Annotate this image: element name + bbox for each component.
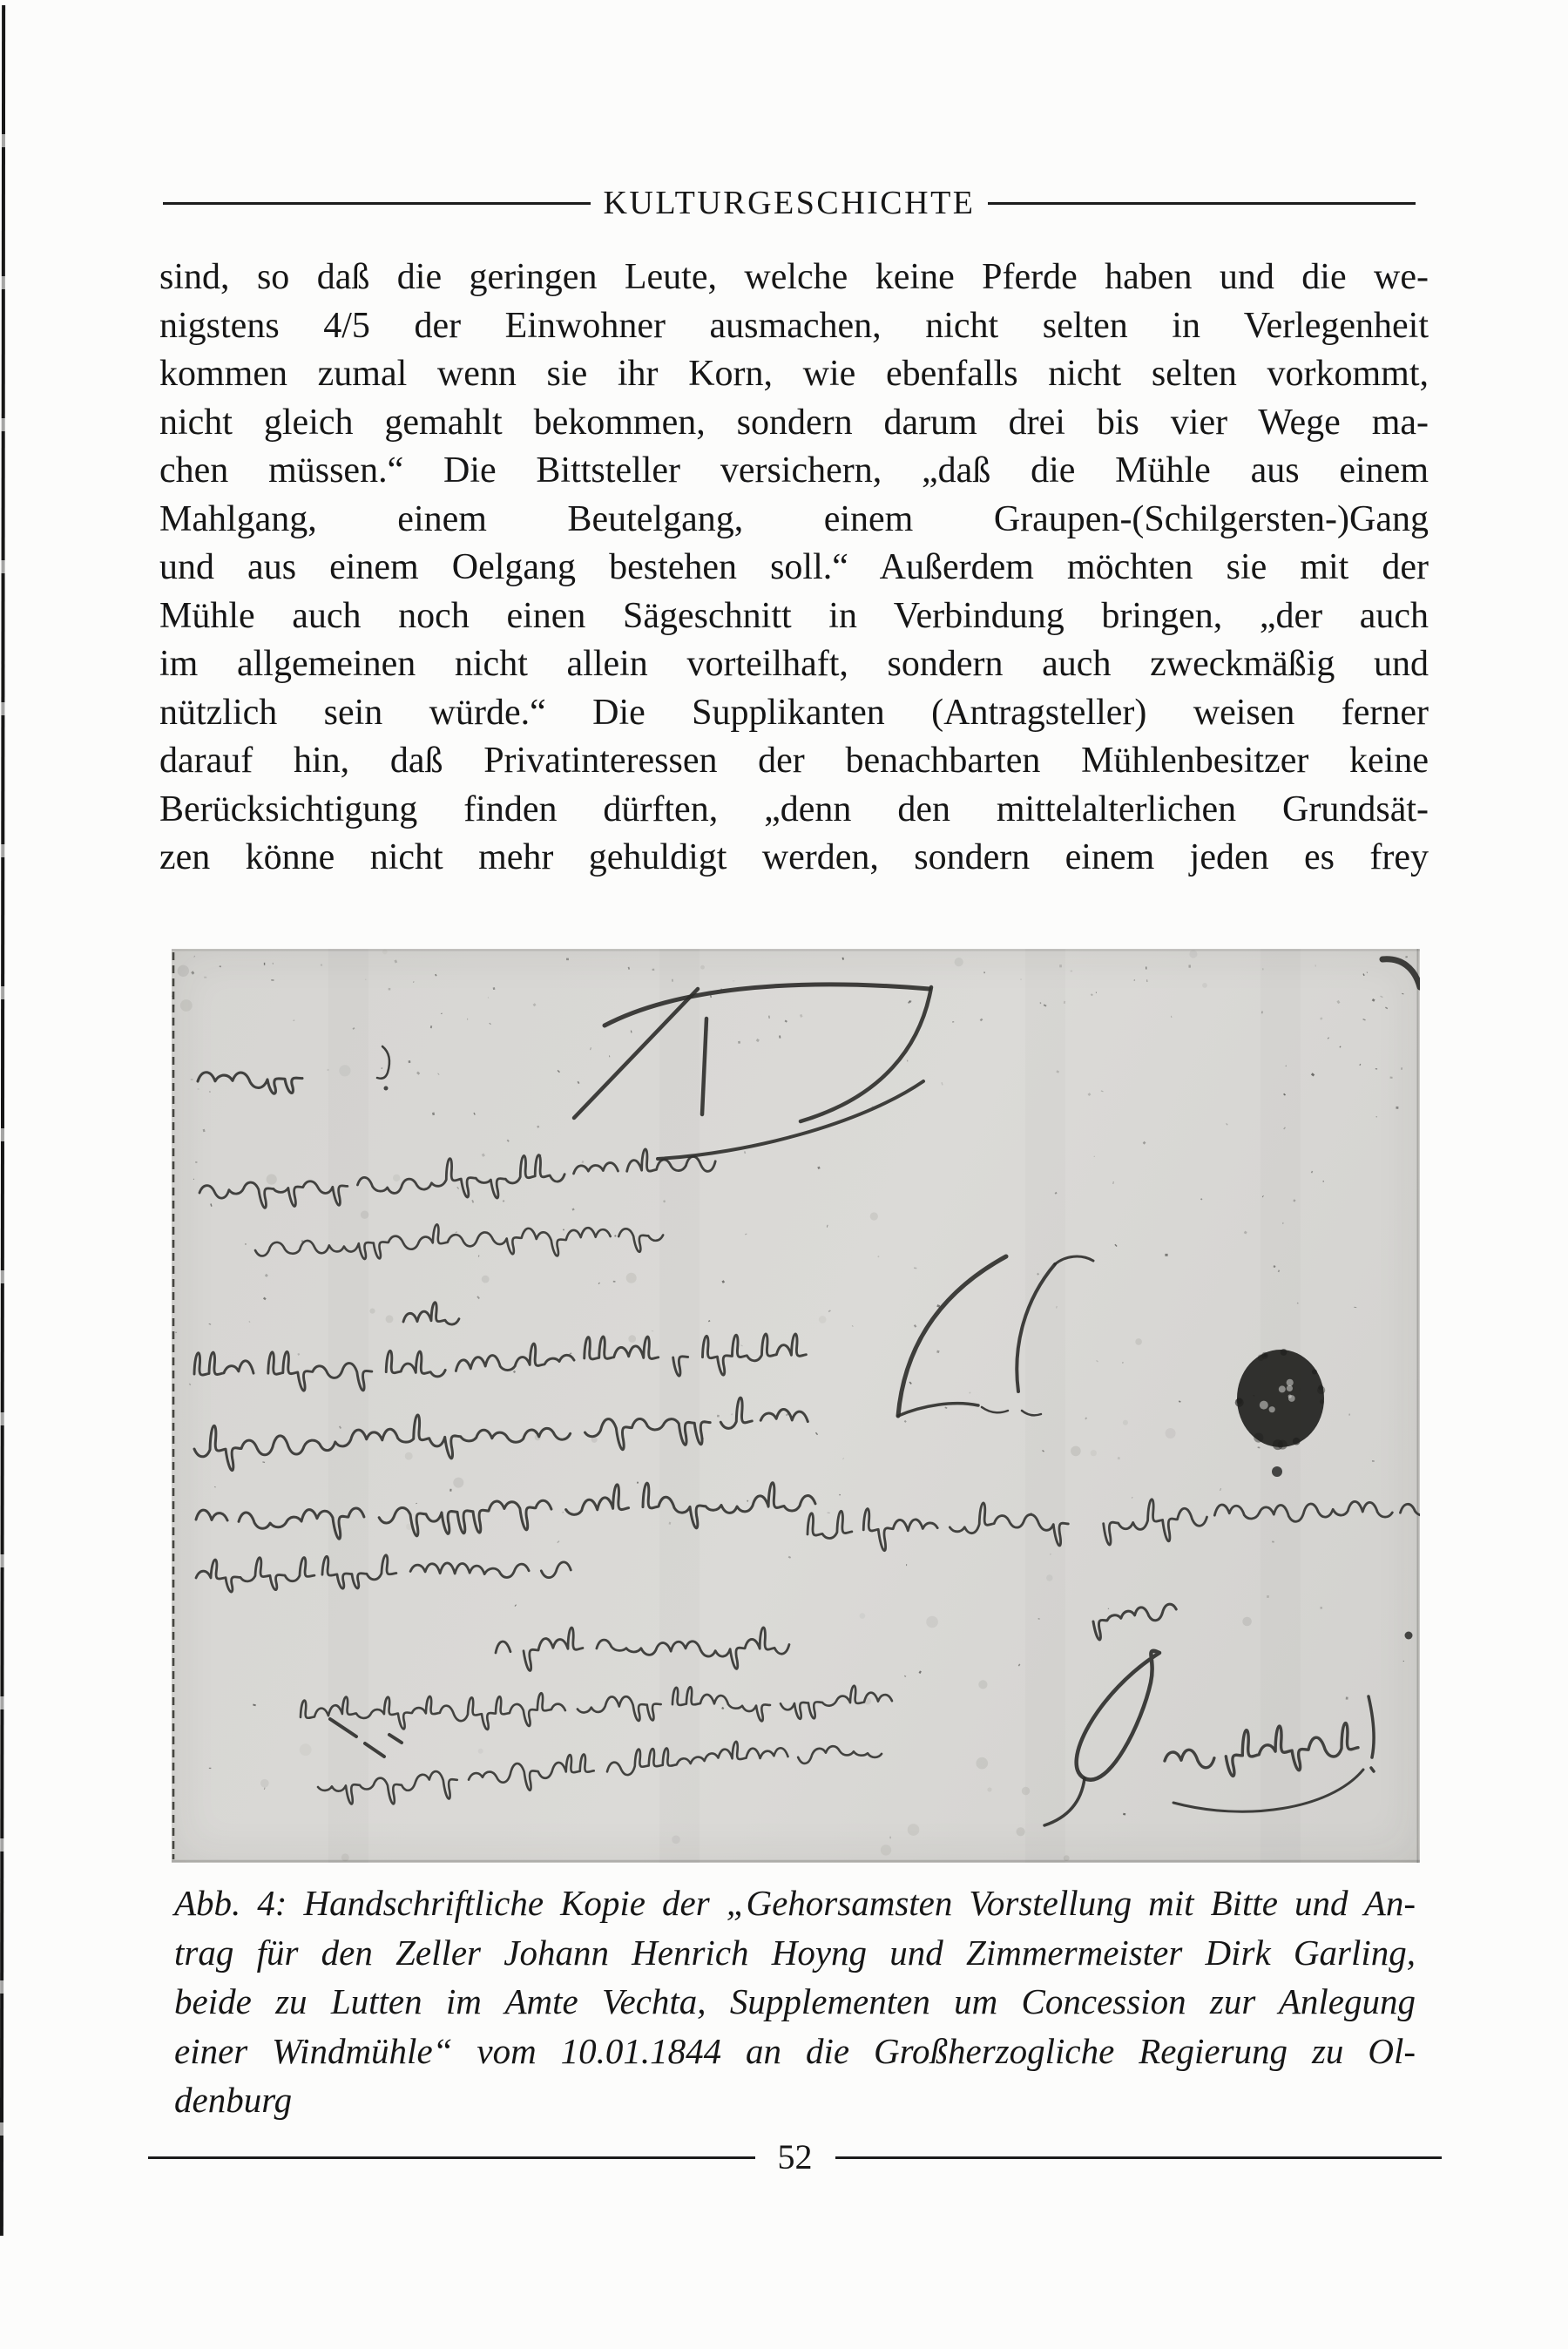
paper-blotch bbox=[369, 1309, 375, 1314]
paper-speck bbox=[432, 1113, 435, 1116]
paper-speck bbox=[1244, 1231, 1247, 1235]
ink-blot-fuzz bbox=[1320, 1399, 1324, 1404]
paper-speck bbox=[193, 1179, 194, 1180]
ink-blot-gap bbox=[1287, 1379, 1294, 1386]
page-footer bbox=[148, 2137, 1442, 2176]
paper-speck bbox=[779, 1035, 781, 1038]
paper-speck bbox=[1372, 1460, 1375, 1461]
paper-speck bbox=[533, 1003, 537, 1006]
paper-speck bbox=[631, 1030, 632, 1032]
paper-speck bbox=[581, 1161, 584, 1163]
paper-speck bbox=[1328, 1037, 1329, 1039]
paper-speck bbox=[1171, 1016, 1173, 1018]
docket-mark-right-curve bbox=[801, 987, 931, 1121]
paper-speck bbox=[889, 1837, 891, 1839]
paper-speck bbox=[1336, 1000, 1340, 1004]
paper-speck bbox=[1376, 1116, 1378, 1117]
body-text-line: nigstens 4/5 der Einwohner ausmachen, nicht selten in Verlegenheit bbox=[159, 305, 1429, 346]
paper-speck bbox=[914, 1324, 917, 1328]
ink-blot-gap bbox=[1288, 1395, 1295, 1402]
paper-speck bbox=[264, 1787, 266, 1790]
paper-speck bbox=[416, 1072, 420, 1075]
docket-mark-top-arc bbox=[605, 985, 929, 1026]
paper-speck bbox=[214, 1486, 216, 1488]
paper-speck bbox=[189, 1384, 192, 1385]
paper-speck bbox=[1146, 979, 1147, 982]
paper-speck bbox=[262, 1461, 265, 1463]
paper-speck bbox=[507, 1140, 510, 1142]
ink-dot bbox=[384, 1086, 389, 1091]
paper-speck bbox=[437, 1073, 439, 1075]
paper-speck bbox=[1359, 1064, 1361, 1066]
paper-speck bbox=[1348, 1414, 1349, 1416]
ink-blot-gap bbox=[1260, 1401, 1268, 1410]
figure-caption bbox=[174, 1879, 1416, 2125]
paper-speck bbox=[1402, 993, 1403, 995]
caption-line: beide zu Lutten im Amte Vechta, Supplementen um Concession zur Anlegung bbox=[174, 1981, 1416, 2021]
paper-blotch bbox=[180, 999, 193, 1012]
small-hook bbox=[377, 1046, 389, 1079]
paper-speck bbox=[785, 1020, 787, 1023]
paper-speck bbox=[1071, 971, 1073, 972]
paper-speck bbox=[489, 1023, 491, 1025]
paper-speck bbox=[175, 1332, 177, 1333]
handwriting-line bbox=[193, 1395, 809, 1472]
paper-speck bbox=[503, 1200, 505, 1202]
paper-speck bbox=[297, 1353, 300, 1356]
scan-edge-line bbox=[0, 5, 5, 2236]
paper-speck bbox=[637, 1481, 639, 1483]
paper-speck bbox=[839, 1494, 841, 1496]
paper-speck bbox=[614, 1235, 617, 1237]
paper-speck bbox=[827, 1225, 828, 1228]
paper-speck bbox=[449, 1489, 451, 1492]
paper-blotch bbox=[926, 1616, 938, 1628]
header-rule-left bbox=[163, 202, 591, 205]
paper-speck bbox=[478, 1255, 480, 1256]
ink-blot-fuzz bbox=[1281, 1349, 1288, 1356]
paper-speck bbox=[263, 1297, 267, 1301]
body-text-line: zen könne nicht mehr gehuldigt werden, sondern einem jeden es frey bbox=[159, 837, 1429, 877]
handwriting-line bbox=[193, 1330, 807, 1397]
paper-speck bbox=[828, 1310, 831, 1312]
paraph-left-crescent bbox=[898, 1256, 1006, 1416]
handwriting-line bbox=[807, 1487, 1420, 1555]
paper-speck bbox=[1088, 1093, 1092, 1096]
handwriting-line bbox=[317, 1736, 883, 1806]
paper-speck bbox=[733, 980, 734, 981]
paper-speck bbox=[1091, 993, 1093, 996]
ink-blot-fuzz bbox=[1278, 1440, 1288, 1450]
ink-blot bbox=[1237, 1350, 1324, 1447]
paper-speck bbox=[980, 1019, 983, 1022]
paper-speck bbox=[1322, 1181, 1324, 1182]
paper-speck bbox=[904, 1420, 907, 1423]
corner-curl bbox=[1382, 959, 1420, 987]
paper-speck bbox=[1093, 1155, 1095, 1157]
paper-speck bbox=[1311, 1073, 1315, 1076]
paper-speck bbox=[209, 1768, 212, 1769]
paper-blotch bbox=[1135, 1338, 1142, 1345]
paper-blotch bbox=[977, 1757, 989, 1770]
paper-speck bbox=[198, 1088, 199, 1090]
paper-speck bbox=[248, 1321, 250, 1323]
paper-speck bbox=[598, 1283, 600, 1284]
paper-speck bbox=[731, 1413, 733, 1415]
paper-speck bbox=[800, 1014, 803, 1018]
handwriting-line bbox=[402, 1302, 459, 1326]
paper-speck bbox=[293, 1020, 294, 1021]
handwriting-line bbox=[195, 1477, 816, 1545]
paper-speck bbox=[1200, 1198, 1202, 1200]
scan-band bbox=[328, 949, 368, 1863]
paper-speck bbox=[513, 1371, 516, 1373]
paper-speck bbox=[768, 1016, 770, 1019]
paper-blotch bbox=[819, 1316, 827, 1323]
paper-speck bbox=[515, 1604, 517, 1607]
ink-blot-fuzz bbox=[1312, 1370, 1317, 1375]
handwritten-document-svg bbox=[172, 949, 1420, 1863]
body-text-line: chen müssen.“ Die Bittsteller versichern, „daß die Mühle aus einem bbox=[159, 450, 1429, 491]
paper-blotch bbox=[1091, 1450, 1097, 1456]
paper-speck bbox=[708, 1320, 711, 1322]
paper-speck bbox=[578, 1081, 580, 1084]
paper-blotch bbox=[870, 1212, 878, 1220]
paper-speck bbox=[1362, 973, 1364, 976]
paper-speck bbox=[191, 1079, 193, 1080]
scan-band bbox=[659, 949, 700, 1863]
paper-speck bbox=[628, 967, 630, 970]
paper-speck bbox=[914, 1267, 916, 1269]
paper-speck bbox=[817, 1167, 820, 1169]
ink-blot-fuzz bbox=[1293, 1438, 1301, 1445]
paper-speck bbox=[1108, 1608, 1110, 1609]
paper-speck bbox=[1112, 1181, 1113, 1184]
paper-speck bbox=[493, 987, 496, 990]
paper-blotch bbox=[300, 1743, 312, 1756]
ink-dot bbox=[1272, 1466, 1282, 1477]
paper-speck bbox=[1188, 965, 1191, 967]
paper-blotch bbox=[1017, 1827, 1025, 1836]
docket-mark-one bbox=[702, 1019, 706, 1114]
ink-blot-fuzz bbox=[1318, 1384, 1323, 1390]
paper-speck bbox=[788, 1556, 791, 1559]
paper-blotch bbox=[860, 1613, 866, 1619]
paper-speck bbox=[195, 1161, 197, 1163]
paper-speck bbox=[1401, 1067, 1402, 1070]
paper-speck bbox=[1346, 1696, 1348, 1699]
paper-speck bbox=[815, 1432, 818, 1435]
header-rule-right bbox=[988, 202, 1416, 205]
paper-blotch bbox=[955, 958, 963, 966]
paper-speck bbox=[571, 1208, 574, 1211]
paper-speck bbox=[271, 979, 274, 981]
handwriting-line bbox=[196, 1552, 571, 1593]
paper-speck bbox=[906, 1564, 907, 1566]
paper-speck bbox=[1354, 1307, 1356, 1308]
ink-blot-fuzz bbox=[1235, 1398, 1244, 1407]
paper-speck bbox=[907, 1060, 909, 1062]
paper-blotch bbox=[1123, 1420, 1128, 1425]
paper-speck bbox=[245, 1243, 247, 1245]
paper-speck bbox=[842, 958, 844, 960]
paper-speck bbox=[756, 1039, 760, 1042]
paper-speck bbox=[740, 1344, 743, 1346]
paper-speck bbox=[413, 981, 414, 982]
paper-speck bbox=[1315, 965, 1316, 966]
paper-speck bbox=[435, 974, 436, 977]
paper-speck bbox=[456, 1231, 457, 1233]
exclamation bbox=[1369, 1696, 1374, 1771]
page-number: 52 bbox=[777, 2137, 813, 2176]
caption-line: einer Windmühle“ vom 10.01.1844 an die Großherzogliche Regierung zu Ol- bbox=[174, 2030, 1416, 2071]
paper-speck bbox=[264, 963, 265, 965]
paper-blotch bbox=[478, 1749, 483, 1754]
page-header-title: KULTURGESCHICHTE bbox=[603, 185, 976, 221]
paper-speck bbox=[562, 1512, 563, 1513]
paper-speck bbox=[1367, 971, 1368, 973]
paper-speck bbox=[1403, 1661, 1404, 1662]
body-text-line: nützlich sein würde.“ Die Supplikanten (Antragsteller) weisen ferner bbox=[159, 692, 1429, 733]
paper-speck bbox=[919, 1670, 922, 1674]
paper-speck bbox=[193, 956, 195, 958]
paper-speck bbox=[1380, 996, 1382, 998]
paper-speck bbox=[941, 1082, 943, 1086]
handwriting-line bbox=[198, 1069, 303, 1096]
paper-speck bbox=[394, 959, 397, 963]
paper-speck bbox=[1226, 1123, 1228, 1126]
paper-blotch bbox=[628, 1335, 636, 1343]
paper-blotch bbox=[626, 1273, 637, 1283]
paper-blotch bbox=[405, 1452, 413, 1460]
paper-speck bbox=[952, 1021, 954, 1023]
paper-blotch bbox=[987, 1787, 991, 1791]
handwriting-line bbox=[300, 1678, 892, 1737]
handwriting-line bbox=[254, 1216, 664, 1266]
paper-speck bbox=[416, 1503, 417, 1505]
paper-speck bbox=[1118, 1457, 1120, 1459]
paper-speck bbox=[717, 1415, 720, 1418]
paper-blotch bbox=[393, 1174, 400, 1181]
paper-speck bbox=[1258, 1446, 1260, 1448]
paper-speck bbox=[473, 1113, 475, 1115]
ink-dot bbox=[1405, 1632, 1413, 1640]
paper-speck bbox=[441, 1013, 443, 1014]
paper-blotch bbox=[700, 965, 705, 970]
paper-speck bbox=[566, 958, 569, 961]
paper-blotch bbox=[1242, 1617, 1252, 1627]
paper-blotch bbox=[1166, 1428, 1176, 1439]
paper-speck bbox=[1085, 1417, 1087, 1419]
paper-speck bbox=[1123, 1813, 1125, 1816]
paper-speck bbox=[1362, 1019, 1365, 1021]
paper-speck bbox=[744, 1151, 746, 1154]
paper-speck bbox=[1096, 1360, 1098, 1363]
paper-speck bbox=[471, 1200, 474, 1203]
footer-rule-right bbox=[835, 2156, 1443, 2159]
paper-speck bbox=[745, 1233, 747, 1235]
paper-speck bbox=[609, 1055, 610, 1057]
paper-speck bbox=[1390, 1077, 1393, 1079]
paper-speck bbox=[613, 1281, 616, 1283]
paper-speck bbox=[210, 1203, 212, 1207]
paper-speck bbox=[877, 1256, 879, 1257]
paper-blotch bbox=[908, 1824, 920, 1836]
paper-speck bbox=[969, 1391, 970, 1393]
paper-speck bbox=[467, 1019, 468, 1020]
paper-speck bbox=[537, 1126, 539, 1128]
paper-speck bbox=[842, 1458, 844, 1459]
paper-speck bbox=[1311, 1171, 1313, 1174]
paper-speck bbox=[558, 1070, 560, 1073]
paper-speck bbox=[1122, 1362, 1123, 1363]
scan-band bbox=[1025, 949, 1065, 1863]
paper-speck bbox=[273, 963, 274, 965]
footer-rule-left bbox=[148, 2156, 755, 2159]
paper-speck bbox=[1339, 1046, 1341, 1047]
paper-speck bbox=[1096, 992, 1097, 993]
paper-speck bbox=[710, 995, 712, 998]
paper-speck bbox=[1405, 956, 1408, 958]
paper-speck bbox=[721, 1707, 724, 1709]
body-text-line: Mahlgang, einem Beutelgang, einem Graupen-(Schilgersten-)Gang bbox=[159, 498, 1429, 539]
paper-blotch bbox=[1202, 983, 1207, 988]
paper-blotch bbox=[260, 1779, 269, 1788]
page-header bbox=[163, 186, 1416, 220]
paper-speck bbox=[936, 1351, 939, 1353]
body-text-line: sind, so daß die geringen Leute, welche keine Pferde haben und die we- bbox=[159, 257, 1429, 297]
paper-speck bbox=[1114, 1244, 1117, 1247]
body-text-line: im allgemeinen nicht allein vorteilhaft, sondern auch zweckmäßig und bbox=[159, 644, 1429, 684]
paper-speck bbox=[944, 1407, 947, 1409]
paper-blotch bbox=[386, 1315, 394, 1323]
paper-speck bbox=[1372, 998, 1375, 1002]
paper-blotch bbox=[1071, 1446, 1081, 1457]
paper-speck bbox=[220, 965, 221, 967]
ink-blot-gap bbox=[1279, 1385, 1286, 1392]
paper-blotch bbox=[178, 965, 189, 977]
body-text-line: Mühle auch noch einen Sägeschnitt in Verbindung bringen, „der auch bbox=[159, 595, 1429, 636]
paper-blotch bbox=[978, 1680, 987, 1689]
paper-speck bbox=[1143, 1141, 1146, 1145]
paper-speck bbox=[852, 1325, 854, 1327]
paper-speck bbox=[738, 1041, 740, 1044]
paper-speck bbox=[409, 1060, 411, 1063]
paper-speck bbox=[389, 988, 391, 991]
paper-blotch bbox=[482, 1276, 490, 1283]
paper-speck bbox=[209, 1323, 212, 1324]
paper-speck bbox=[209, 1091, 211, 1093]
paper-speck bbox=[253, 1703, 256, 1706]
handwriting-line bbox=[1092, 1604, 1178, 1641]
paper-speck bbox=[381, 1067, 382, 1069]
paper-blotch bbox=[267, 1174, 277, 1185]
body-text-line: darauf hin, daß Privatinteressen der benachbarten Mühlenbesitzer keine bbox=[159, 741, 1429, 781]
handwritten-document-scan bbox=[172, 949, 1420, 1863]
paper-speck bbox=[1396, 1107, 1398, 1109]
paper-speck bbox=[203, 1129, 206, 1133]
paper-blotch bbox=[453, 1478, 463, 1488]
paper-speck bbox=[1320, 1607, 1322, 1608]
paper-speck bbox=[456, 1187, 459, 1189]
paper-speck bbox=[1179, 1400, 1181, 1402]
handwriting-line bbox=[495, 1616, 791, 1682]
ink-blot-fuzz bbox=[1261, 1352, 1268, 1359]
paper-speck bbox=[1101, 1090, 1104, 1092]
paper-blotch bbox=[881, 1845, 891, 1855]
body-text-line: nicht gleich gemahlt bekommen, sondern darum drei bis vier Wege ma- bbox=[159, 402, 1429, 443]
paper-speck bbox=[721, 1280, 725, 1283]
paper-speck bbox=[321, 965, 322, 966]
paper-speck bbox=[1021, 979, 1022, 980]
paper-speck bbox=[1385, 1006, 1388, 1009]
paper-speck bbox=[482, 1154, 485, 1157]
paper-blotch bbox=[1189, 950, 1197, 958]
paper-speck bbox=[590, 1047, 591, 1050]
paper-speck bbox=[904, 1675, 906, 1677]
caption-line: trag für den Zeller Johann Henrich Hoyng und Zimmermeister Dirk Garling, bbox=[174, 1932, 1416, 1973]
paper-speck bbox=[747, 1500, 748, 1502]
paper-speck bbox=[1320, 1017, 1323, 1019]
body-text-line: kommen zumal wenn sie ihr Korn, wie ebenfalls nicht selten vorkommt, bbox=[159, 354, 1429, 394]
body-text-line: und aus einem Oelgang bestehen soll.“ Außerdem möchten sie mit der bbox=[159, 547, 1429, 587]
paper-speck bbox=[488, 997, 489, 998]
caption-line: denburg bbox=[174, 2080, 293, 2120]
paper-speck bbox=[476, 1296, 480, 1299]
paper-speck bbox=[1165, 1254, 1167, 1256]
paper-speck bbox=[909, 1382, 912, 1384]
paraph-left-hook bbox=[898, 1404, 978, 1416]
paper-speck bbox=[204, 977, 206, 978]
paper-speck bbox=[557, 1540, 559, 1543]
paper-speck bbox=[563, 1229, 564, 1230]
paper-speck bbox=[1220, 1488, 1221, 1491]
oldenburg-O bbox=[1077, 1651, 1159, 1780]
paper-speck bbox=[265, 1274, 268, 1277]
body-paragraph bbox=[159, 254, 1429, 883]
paper-speck bbox=[1134, 979, 1136, 980]
ink-blot-gap bbox=[1269, 1406, 1275, 1412]
paper-speck bbox=[1018, 1664, 1021, 1667]
paper-speck bbox=[1375, 1068, 1377, 1069]
paper-speck bbox=[430, 1026, 432, 1028]
caption-line: Abb. 4: Handschriftliche Kopie der „Gehorsamsten Vorstellung mit Bitte und An- bbox=[174, 1883, 1416, 1923]
ink-blot-fuzz bbox=[1254, 1433, 1263, 1443]
paper-speck bbox=[652, 1330, 653, 1331]
paper-speck bbox=[652, 969, 655, 971]
paper-speck bbox=[983, 971, 985, 973]
body-text-line: Berücksichtigung finden dürften, „denn den mittelalterlichen Grundsät- bbox=[159, 789, 1429, 829]
